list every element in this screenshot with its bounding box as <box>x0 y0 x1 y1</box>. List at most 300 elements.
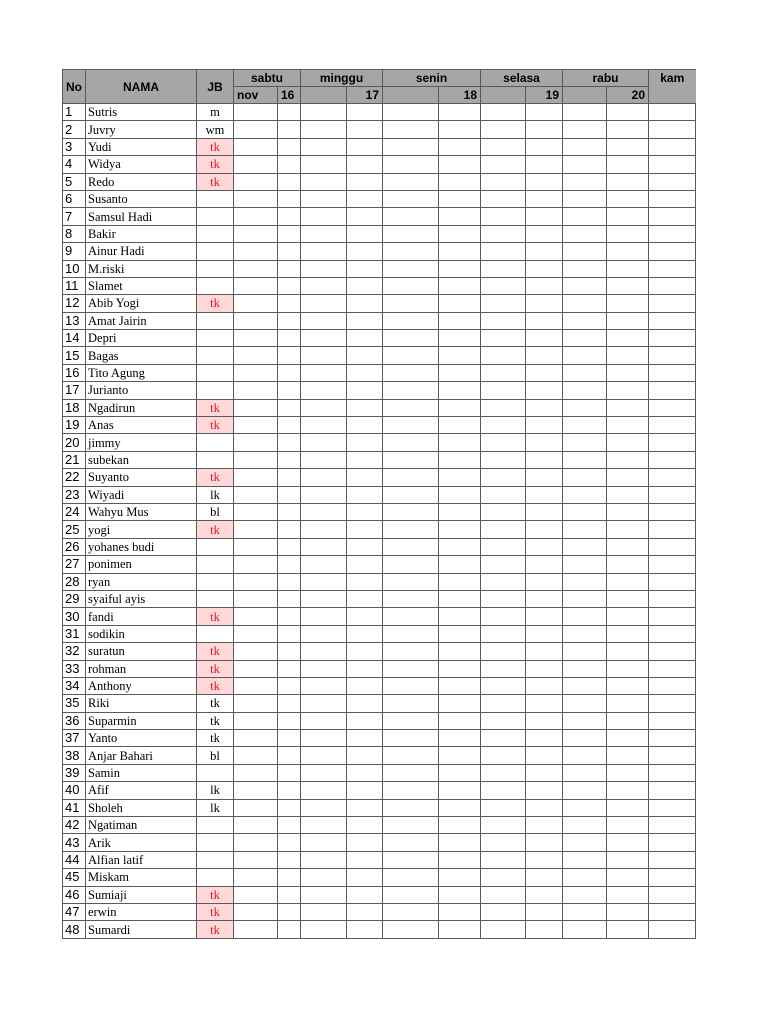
cell-no[interactable]: 16 <box>63 364 86 381</box>
cell-attendance[interactable] <box>347 573 383 590</box>
cell-attendance[interactable] <box>347 173 383 190</box>
cell-attendance[interactable] <box>439 260 481 277</box>
cell-attendance[interactable] <box>234 208 278 225</box>
cell-attendance[interactable] <box>301 225 347 242</box>
cell-attendance[interactable] <box>481 660 526 677</box>
cell-attendance[interactable] <box>563 851 607 868</box>
cell-jb[interactable] <box>197 556 234 573</box>
cell-jb[interactable]: lk <box>197 486 234 503</box>
cell-attendance[interactable] <box>383 451 439 468</box>
cell-no[interactable]: 3 <box>63 138 86 155</box>
cell-nama[interactable]: Abib Yogi <box>86 295 197 312</box>
cell-attendance[interactable] <box>649 486 696 503</box>
cell-attendance[interactable] <box>563 921 607 938</box>
cell-attendance[interactable] <box>526 625 563 642</box>
cell-attendance[interactable] <box>301 486 347 503</box>
cell-attendance[interactable] <box>607 156 649 173</box>
cell-attendance[interactable] <box>649 434 696 451</box>
cell-attendance[interactable] <box>649 330 696 347</box>
cell-attendance[interactable] <box>526 243 563 260</box>
cell-attendance[interactable] <box>383 121 439 138</box>
cell-attendance[interactable] <box>383 677 439 694</box>
cell-no[interactable]: 45 <box>63 869 86 886</box>
cell-jb[interactable]: tk <box>197 608 234 625</box>
cell-attendance[interactable] <box>563 225 607 242</box>
cell-attendance[interactable] <box>439 451 481 468</box>
cell-attendance[interactable] <box>526 330 563 347</box>
cell-attendance[interactable] <box>301 643 347 660</box>
cell-attendance[interactable] <box>481 330 526 347</box>
cell-no[interactable]: 22 <box>63 469 86 486</box>
cell-no[interactable]: 43 <box>63 834 86 851</box>
cell-attendance[interactable] <box>278 434 301 451</box>
cell-attendance[interactable] <box>347 243 383 260</box>
cell-nama[interactable]: Arik <box>86 834 197 851</box>
cell-attendance[interactable] <box>607 399 649 416</box>
cell-attendance[interactable] <box>481 434 526 451</box>
cell-attendance[interactable] <box>649 869 696 886</box>
cell-attendance[interactable] <box>607 243 649 260</box>
cell-no[interactable]: 21 <box>63 451 86 468</box>
cell-attendance[interactable] <box>234 643 278 660</box>
cell-attendance[interactable] <box>439 851 481 868</box>
cell-attendance[interactable] <box>563 869 607 886</box>
cell-attendance[interactable] <box>347 260 383 277</box>
cell-attendance[interactable] <box>278 921 301 938</box>
cell-no[interactable]: 44 <box>63 851 86 868</box>
cell-attendance[interactable] <box>649 660 696 677</box>
cell-jb[interactable]: wm <box>197 121 234 138</box>
cell-attendance[interactable] <box>278 643 301 660</box>
cell-nama[interactable]: Samin <box>86 764 197 781</box>
cell-attendance[interactable] <box>347 156 383 173</box>
cell-attendance[interactable] <box>607 643 649 660</box>
cell-attendance[interactable] <box>563 886 607 903</box>
cell-attendance[interactable] <box>439 312 481 329</box>
cell-attendance[interactable] <box>347 903 383 920</box>
cell-attendance[interactable] <box>607 190 649 207</box>
cell-jb[interactable] <box>197 208 234 225</box>
cell-nama[interactable]: Ainur Hadi <box>86 243 197 260</box>
cell-attendance[interactable] <box>301 503 347 520</box>
cell-attendance[interactable] <box>439 590 481 607</box>
cell-attendance[interactable] <box>526 138 563 155</box>
cell-attendance[interactable] <box>234 173 278 190</box>
cell-attendance[interactable] <box>607 104 649 121</box>
cell-attendance[interactable] <box>347 747 383 764</box>
cell-attendance[interactable] <box>301 747 347 764</box>
cell-attendance[interactable] <box>481 869 526 886</box>
cell-attendance[interactable] <box>347 503 383 520</box>
cell-attendance[interactable] <box>563 104 607 121</box>
cell-attendance[interactable] <box>563 834 607 851</box>
cell-attendance[interactable] <box>439 608 481 625</box>
cell-attendance[interactable] <box>439 347 481 364</box>
cell-attendance[interactable] <box>347 782 383 799</box>
cell-attendance[interactable] <box>383 764 439 781</box>
cell-attendance[interactable] <box>607 730 649 747</box>
cell-attendance[interactable] <box>526 869 563 886</box>
cell-attendance[interactable] <box>347 556 383 573</box>
cell-attendance[interactable] <box>649 312 696 329</box>
cell-attendance[interactable] <box>301 173 347 190</box>
cell-attendance[interactable] <box>481 503 526 520</box>
cell-attendance[interactable] <box>563 643 607 660</box>
cell-no[interactable]: 13 <box>63 312 86 329</box>
cell-attendance[interactable] <box>278 590 301 607</box>
cell-attendance[interactable] <box>481 399 526 416</box>
cell-attendance[interactable] <box>563 399 607 416</box>
cell-attendance[interactable] <box>563 486 607 503</box>
cell-jb[interactable]: m <box>197 104 234 121</box>
cell-attendance[interactable] <box>439 869 481 886</box>
cell-nama[interactable]: ponimen <box>86 556 197 573</box>
cell-attendance[interactable] <box>439 799 481 816</box>
cell-attendance[interactable] <box>234 799 278 816</box>
cell-no[interactable]: 8 <box>63 225 86 242</box>
cell-attendance[interactable] <box>607 486 649 503</box>
cell-nama[interactable]: Sumiaji <box>86 886 197 903</box>
cell-attendance[interactable] <box>383 364 439 381</box>
cell-attendance[interactable] <box>234 190 278 207</box>
cell-attendance[interactable] <box>383 869 439 886</box>
cell-attendance[interactable] <box>301 312 347 329</box>
cell-attendance[interactable] <box>234 712 278 729</box>
cell-attendance[interactable] <box>347 921 383 938</box>
cell-attendance[interactable] <box>383 730 439 747</box>
cell-jb[interactable] <box>197 347 234 364</box>
cell-jb[interactable]: bl <box>197 503 234 520</box>
cell-attendance[interactable] <box>278 695 301 712</box>
cell-attendance[interactable] <box>607 886 649 903</box>
cell-no[interactable]: 46 <box>63 886 86 903</box>
cell-nama[interactable]: subekan <box>86 451 197 468</box>
cell-attendance[interactable] <box>234 243 278 260</box>
cell-attendance[interactable] <box>301 156 347 173</box>
cell-nama[interactable]: Anthony <box>86 677 197 694</box>
cell-attendance[interactable] <box>278 138 301 155</box>
cell-attendance[interactable] <box>526 434 563 451</box>
cell-attendance[interactable] <box>481 851 526 868</box>
cell-attendance[interactable] <box>563 764 607 781</box>
cell-attendance[interactable] <box>526 677 563 694</box>
cell-attendance[interactable] <box>526 660 563 677</box>
cell-attendance[interactable] <box>301 364 347 381</box>
cell-jb[interactable]: tk <box>197 921 234 938</box>
cell-attendance[interactable] <box>481 417 526 434</box>
cell-attendance[interactable] <box>347 208 383 225</box>
cell-attendance[interactable] <box>234 277 278 294</box>
cell-attendance[interactable] <box>563 121 607 138</box>
cell-attendance[interactable] <box>563 295 607 312</box>
cell-attendance[interactable] <box>383 190 439 207</box>
cell-attendance[interactable] <box>234 869 278 886</box>
cell-attendance[interactable] <box>301 417 347 434</box>
cell-attendance[interactable] <box>607 695 649 712</box>
cell-attendance[interactable] <box>439 277 481 294</box>
cell-attendance[interactable] <box>607 451 649 468</box>
cell-jb[interactable]: tk <box>197 677 234 694</box>
cell-attendance[interactable] <box>607 347 649 364</box>
cell-nama[interactable]: sodikin <box>86 625 197 642</box>
cell-attendance[interactable] <box>234 886 278 903</box>
cell-attendance[interactable] <box>439 156 481 173</box>
cell-attendance[interactable] <box>301 886 347 903</box>
cell-attendance[interactable] <box>526 747 563 764</box>
cell-attendance[interactable] <box>301 869 347 886</box>
cell-attendance[interactable] <box>347 643 383 660</box>
cell-attendance[interactable] <box>234 590 278 607</box>
cell-attendance[interactable] <box>481 608 526 625</box>
cell-attendance[interactable] <box>347 486 383 503</box>
cell-jb[interactable]: tk <box>197 521 234 538</box>
cell-attendance[interactable] <box>481 382 526 399</box>
cell-attendance[interactable] <box>278 625 301 642</box>
cell-attendance[interactable] <box>526 399 563 416</box>
cell-attendance[interactable] <box>526 590 563 607</box>
cell-attendance[interactable] <box>649 295 696 312</box>
cell-attendance[interactable] <box>439 399 481 416</box>
cell-attendance[interactable] <box>301 347 347 364</box>
cell-nama[interactable]: Yudi <box>86 138 197 155</box>
cell-attendance[interactable] <box>563 660 607 677</box>
cell-attendance[interactable] <box>278 364 301 381</box>
cell-attendance[interactable] <box>526 834 563 851</box>
cell-attendance[interactable] <box>383 295 439 312</box>
cell-attendance[interactable] <box>383 399 439 416</box>
cell-attendance[interactable] <box>439 747 481 764</box>
cell-attendance[interactable] <box>649 677 696 694</box>
cell-attendance[interactable] <box>383 834 439 851</box>
cell-jb[interactable]: tk <box>197 730 234 747</box>
cell-nama[interactable]: Alfian latif <box>86 851 197 868</box>
cell-no[interactable]: 2 <box>63 121 86 138</box>
cell-attendance[interactable] <box>383 660 439 677</box>
cell-attendance[interactable] <box>563 190 607 207</box>
cell-attendance[interactable] <box>607 434 649 451</box>
cell-attendance[interactable] <box>278 260 301 277</box>
cell-attendance[interactable] <box>607 538 649 555</box>
cell-attendance[interactable] <box>481 747 526 764</box>
cell-attendance[interactable] <box>234 764 278 781</box>
cell-attendance[interactable] <box>607 556 649 573</box>
cell-attendance[interactable] <box>607 764 649 781</box>
cell-attendance[interactable] <box>439 208 481 225</box>
cell-attendance[interactable] <box>347 521 383 538</box>
cell-nama[interactable]: Suparmin <box>86 712 197 729</box>
cell-attendance[interactable] <box>383 347 439 364</box>
cell-attendance[interactable] <box>301 260 347 277</box>
cell-attendance[interactable] <box>278 208 301 225</box>
cell-attendance[interactable] <box>383 382 439 399</box>
cell-attendance[interactable] <box>526 121 563 138</box>
cell-attendance[interactable] <box>526 382 563 399</box>
cell-attendance[interactable] <box>607 799 649 816</box>
cell-attendance[interactable] <box>234 556 278 573</box>
cell-no[interactable]: 18 <box>63 399 86 416</box>
cell-attendance[interactable] <box>607 660 649 677</box>
cell-attendance[interactable] <box>301 121 347 138</box>
cell-no[interactable]: 7 <box>63 208 86 225</box>
cell-no[interactable]: 24 <box>63 503 86 520</box>
cell-attendance[interactable] <box>481 451 526 468</box>
cell-attendance[interactable] <box>278 469 301 486</box>
cell-jb[interactable] <box>197 190 234 207</box>
cell-attendance[interactable] <box>563 730 607 747</box>
cell-attendance[interactable] <box>301 451 347 468</box>
cell-jb[interactable] <box>197 817 234 834</box>
cell-nama[interactable]: Juvry <box>86 121 197 138</box>
cell-attendance[interactable] <box>649 347 696 364</box>
cell-no[interactable]: 38 <box>63 747 86 764</box>
cell-attendance[interactable] <box>649 817 696 834</box>
cell-attendance[interactable] <box>607 503 649 520</box>
cell-attendance[interactable] <box>481 486 526 503</box>
cell-nama[interactable]: rohman <box>86 660 197 677</box>
cell-attendance[interactable] <box>481 782 526 799</box>
cell-attendance[interactable] <box>526 190 563 207</box>
cell-nama[interactable]: Afif <box>86 782 197 799</box>
cell-attendance[interactable] <box>649 747 696 764</box>
cell-attendance[interactable] <box>383 260 439 277</box>
cell-no[interactable]: 27 <box>63 556 86 573</box>
cell-attendance[interactable] <box>234 503 278 520</box>
cell-attendance[interactable] <box>563 347 607 364</box>
cell-attendance[interactable] <box>526 451 563 468</box>
cell-no[interactable]: 37 <box>63 730 86 747</box>
cell-attendance[interactable] <box>481 225 526 242</box>
cell-attendance[interactable] <box>278 156 301 173</box>
cell-attendance[interactable] <box>383 138 439 155</box>
cell-attendance[interactable] <box>278 869 301 886</box>
cell-attendance[interactable] <box>383 747 439 764</box>
cell-attendance[interactable] <box>383 573 439 590</box>
cell-nama[interactable]: jimmy <box>86 434 197 451</box>
cell-attendance[interactable] <box>607 817 649 834</box>
cell-attendance[interactable] <box>347 417 383 434</box>
cell-nama[interactable]: syaiful ayis <box>86 590 197 607</box>
cell-attendance[interactable] <box>526 643 563 660</box>
cell-attendance[interactable] <box>481 173 526 190</box>
cell-attendance[interactable] <box>301 538 347 555</box>
cell-attendance[interactable] <box>526 295 563 312</box>
cell-attendance[interactable] <box>301 434 347 451</box>
cell-no[interactable]: 35 <box>63 695 86 712</box>
cell-nama[interactable]: Jurianto <box>86 382 197 399</box>
cell-jb[interactable]: tk <box>197 417 234 434</box>
cell-attendance[interactable] <box>526 277 563 294</box>
cell-attendance[interactable] <box>649 277 696 294</box>
cell-jb[interactable]: tk <box>197 173 234 190</box>
cell-attendance[interactable] <box>607 921 649 938</box>
cell-attendance[interactable] <box>563 382 607 399</box>
cell-jb[interactable] <box>197 451 234 468</box>
cell-attendance[interactable] <box>301 782 347 799</box>
cell-attendance[interactable] <box>301 330 347 347</box>
cell-attendance[interactable] <box>278 190 301 207</box>
cell-attendance[interactable] <box>607 382 649 399</box>
cell-attendance[interactable] <box>607 834 649 851</box>
cell-attendance[interactable] <box>481 695 526 712</box>
cell-attendance[interactable] <box>439 730 481 747</box>
cell-attendance[interactable] <box>383 886 439 903</box>
cell-jb[interactable]: tk <box>197 886 234 903</box>
cell-jb[interactable]: lk <box>197 782 234 799</box>
cell-attendance[interactable] <box>439 660 481 677</box>
cell-no[interactable]: 26 <box>63 538 86 555</box>
cell-attendance[interactable] <box>649 208 696 225</box>
cell-attendance[interactable] <box>234 364 278 381</box>
cell-attendance[interactable] <box>383 712 439 729</box>
cell-attendance[interactable] <box>481 799 526 816</box>
cell-nama[interactable]: Suyanto <box>86 469 197 486</box>
cell-no[interactable]: 34 <box>63 677 86 694</box>
cell-nama[interactable]: Bagas <box>86 347 197 364</box>
cell-attendance[interactable] <box>439 712 481 729</box>
cell-attendance[interactable] <box>481 208 526 225</box>
cell-attendance[interactable] <box>563 677 607 694</box>
cell-attendance[interactable] <box>607 295 649 312</box>
cell-attendance[interactable] <box>607 260 649 277</box>
cell-attendance[interactable] <box>383 104 439 121</box>
cell-attendance[interactable] <box>439 782 481 799</box>
cell-nama[interactable]: M.riski <box>86 260 197 277</box>
cell-attendance[interactable] <box>347 834 383 851</box>
cell-attendance[interactable] <box>563 330 607 347</box>
cell-attendance[interactable] <box>649 364 696 381</box>
cell-attendance[interactable] <box>347 869 383 886</box>
cell-nama[interactable]: Ngadirun <box>86 399 197 416</box>
cell-attendance[interactable] <box>607 573 649 590</box>
cell-attendance[interactable] <box>649 625 696 642</box>
cell-attendance[interactable] <box>607 851 649 868</box>
cell-attendance[interactable] <box>563 608 607 625</box>
cell-no[interactable]: 33 <box>63 660 86 677</box>
cell-attendance[interactable] <box>439 330 481 347</box>
cell-attendance[interactable] <box>301 608 347 625</box>
cell-attendance[interactable] <box>347 190 383 207</box>
cell-no[interactable]: 47 <box>63 903 86 920</box>
cell-nama[interactable]: Depri <box>86 330 197 347</box>
cell-attendance[interactable] <box>347 225 383 242</box>
cell-jb[interactable] <box>197 312 234 329</box>
cell-attendance[interactable] <box>563 243 607 260</box>
cell-attendance[interactable] <box>526 173 563 190</box>
cell-attendance[interactable] <box>526 730 563 747</box>
cell-attendance[interactable] <box>526 503 563 520</box>
cell-attendance[interactable] <box>234 469 278 486</box>
cell-attendance[interactable] <box>481 677 526 694</box>
cell-attendance[interactable] <box>278 295 301 312</box>
cell-attendance[interactable] <box>649 782 696 799</box>
cell-attendance[interactable] <box>607 521 649 538</box>
cell-attendance[interactable] <box>347 625 383 642</box>
cell-attendance[interactable] <box>278 747 301 764</box>
cell-attendance[interactable] <box>383 625 439 642</box>
cell-attendance[interactable] <box>649 104 696 121</box>
cell-attendance[interactable] <box>649 225 696 242</box>
cell-attendance[interactable] <box>526 156 563 173</box>
cell-attendance[interactable] <box>278 799 301 816</box>
cell-attendance[interactable] <box>278 382 301 399</box>
cell-attendance[interactable] <box>649 138 696 155</box>
cell-attendance[interactable] <box>563 469 607 486</box>
cell-jb[interactable] <box>197 764 234 781</box>
cell-attendance[interactable] <box>383 782 439 799</box>
cell-no[interactable]: 4 <box>63 156 86 173</box>
cell-attendance[interactable] <box>347 538 383 555</box>
cell-attendance[interactable] <box>649 886 696 903</box>
